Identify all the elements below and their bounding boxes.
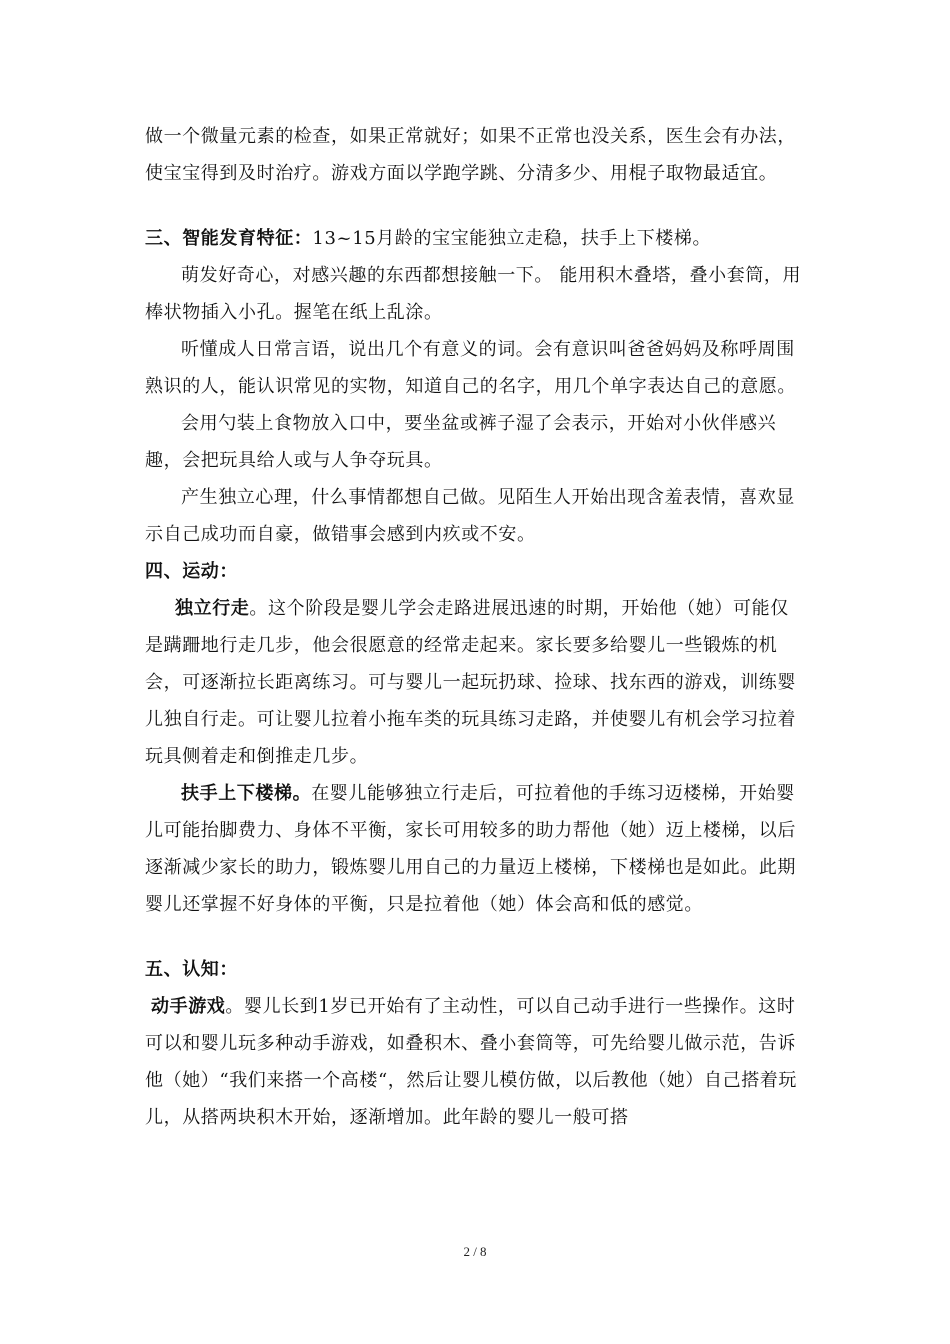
section-4-paragraph-2-body: 在婴儿能够独立行走后，可拉着他的手练习迈楼梯，开始婴儿可能抬脚费力、身体不平衡，家长可用较多的助力帮他（她）迈上楼梯，以后逐渐减少家长的助力，锻炼婴儿用自己的力量迈上楼梯，下楼梯也是如此。此期婴儿还掌握不好身体的平衡，只是拉着他（她）体会高和低的感觉。 [145,783,796,915]
section-5-paragraph-1-body: 。婴儿长到1岁已开始有了主动性，可以自己动手进行一些操作。这时可以和婴儿玩多种动手游戏，如叠积木、叠小套筒等，可先给婴儿做示范，告诉他（她）“我们来搭一个高楼“，然后让婴儿模仿做，以后教他（她）自己搭着玩儿，从搭两块积木开始，逐渐增加。此年龄的婴儿一般可搭 [145,996,798,1128]
section-3-paragraph-2: 听懂成人日常言语，说出几个有意义的词。会有意识叫爸爸妈妈及称呼周围熟识的人，能认识常见的实物，知道自己的名字，用几个单字表达自己的意愿。 [145,339,796,397]
spacer [145,923,805,951]
section-3-intro-text: 13~15月龄的宝宝能独立走稳，扶手上下楼梯。 [312,228,712,249]
section-3-paragraph-4: 产生独立心理，什么事情都想自己做。见陌生人开始出现含羞表情，喜欢显示自己成功而自豪，做错事会感到内疚或不安。 [145,487,795,545]
section-3-intro [145,220,805,257]
section-3-paragraph-3: 会用勺装上食物放入口中，要坐盆或裤子湿了会表示，开始对小伙伴感兴趣，会把玩具给人或与人争夺玩具。 [145,413,777,471]
section-4-heading: 四、运动： [145,561,238,582]
paragraph-continued: 做一个微量元素的检查，如果正常就好；如果不正常也没关系，医生会有办法，使宝宝得到及时治疗。游戏方面以学跑学跳、分清多少、用棍子取物最适宜。 [145,126,796,184]
section-3-paragraph-1: 萌发好奇心，对感兴趣的东西都想接触一下。 能用积木叠塔，叠小套筒，用棒状物插入小孔。握笔在纸上乱涂。 [145,265,802,323]
section-3-heading: 三、智能发育特征： [145,228,313,249]
page-content [145,118,805,1136]
section-4-paragraph-2-title: 扶手上下楼梯。 [181,783,312,804]
section-4-paragraph-2 [145,775,805,923]
section-4-paragraph-1 [145,590,805,775]
page-number: 2 / 8 [463,1244,487,1259]
section-5-paragraph-1-title: 动手游戏 [151,996,226,1017]
section-4-paragraph-1-title: 独立行走 [175,598,250,619]
section-5-paragraph-1 [145,988,805,1136]
section-5-heading: 五、认知： [145,959,238,980]
spacer [145,192,805,220]
section-4-paragraph-1-body: 。这个阶段是婴儿学会走路进展迅速的时期，开始他（她）可能仅是蹒跚地行走几步，他会很愿意的经常走起来。家长要多给婴儿一些锻炼的机会，可逐渐拉长距离练习。可与婴儿一起玩扔球、捡球、找东西的游戏，训练婴儿独自行走。可让婴儿拉着小拖车类的玩具练习走路，并使婴儿有机会学习拉着玩具侧着走和倒推走几步。 [145,598,796,767]
